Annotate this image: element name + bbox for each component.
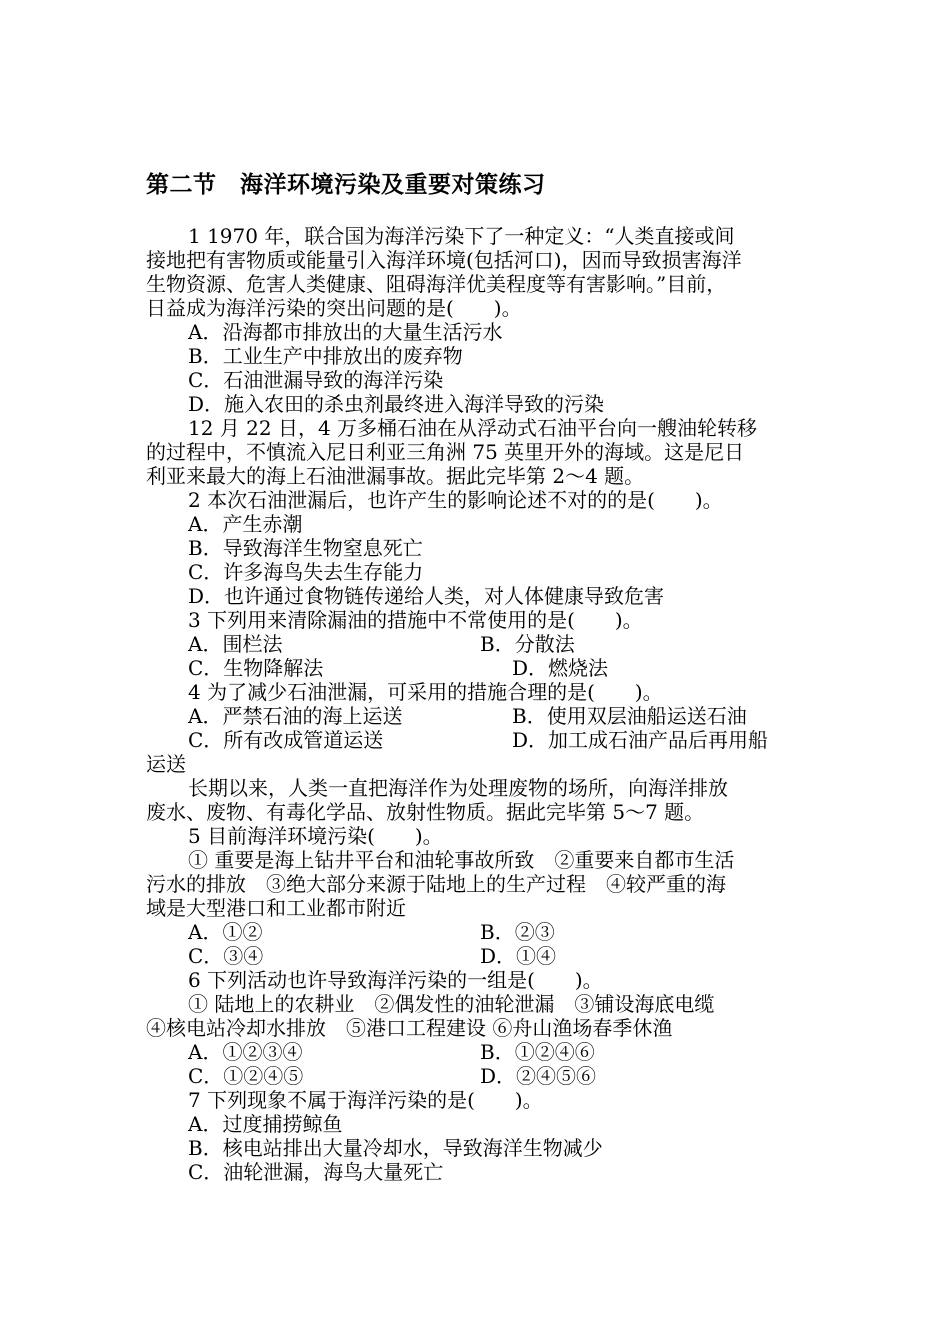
q6-option-c: C．①②④⑤ bbox=[188, 1064, 304, 1088]
q6-option-a: A．①②③④ bbox=[188, 1040, 303, 1064]
q3-option-d: D．燃烧法 bbox=[512, 656, 609, 680]
intro-paragraph-line: 废水、废物、有毒化学品、放射性物质。据此完毕第 5～7 题。 bbox=[146, 800, 705, 824]
q2-option-a: A．产生赤潮 bbox=[188, 512, 303, 536]
q4-option-a: A．严禁石油的海上运送 bbox=[188, 704, 403, 728]
q5-option-d: D．①④ bbox=[480, 944, 557, 968]
q7-option-b: B．核电站排出大量冷却水，导致海洋生物减少 bbox=[188, 1136, 603, 1160]
q5-statement-line: 污水的排放 ③绝大部分来源于陆地上的生产过程 ④较严重的海 bbox=[146, 872, 726, 896]
q3-option-c: C．生物降解法 bbox=[188, 656, 324, 680]
q2-option-b: B．导致海洋生物窒息死亡 bbox=[188, 536, 423, 560]
q5-option-c: C．③④ bbox=[188, 944, 264, 968]
q5-option-b: B．②③ bbox=[480, 920, 555, 944]
q1-stem-line: 接地把有害物质或能量引入海洋环境(包括河口)，因而导致损害海洋 bbox=[146, 248, 742, 272]
intro-paragraph-line: 12 月 22 日，4 万多桶石油在从浮动式石油平台向一艘油轮转移 bbox=[188, 416, 758, 440]
q7-option-a: A．过度捕捞鲸鱼 bbox=[188, 1112, 343, 1136]
q4-stem: 4 为了减少石油泄漏，可采用的措施合理的是( )。 bbox=[188, 680, 663, 704]
q4-option-d-continued: 运送 bbox=[146, 752, 186, 776]
q5-statement-line: ① 重要是海上钻井平台和油轮事故所致 ②重要来自都市生活 bbox=[188, 848, 735, 872]
q3-option-b: B．分散法 bbox=[480, 632, 575, 656]
intro-paragraph-line: 利亚来最大的海上石油泄漏事故。据此完毕第 2～4 题。 bbox=[146, 464, 645, 488]
q4-option-d: D．加工成石油产品后再用船 bbox=[512, 728, 769, 752]
intro-paragraph-line: 长期以来，人类一直把海洋作为处理废物的场所，向海洋排放 bbox=[188, 776, 728, 800]
q6-statement-line: ① 陆地上的农耕业 ②偶发性的油轮泄漏 ③铺设海底电缆 bbox=[188, 992, 715, 1016]
intro-paragraph-line: 的过程中，不慎流入尼日利亚三角洲 75 英里开外的海域。这是尼日 bbox=[146, 440, 745, 464]
q1-option-d: D．施入农田的杀虫剂最终进入海洋导致的污染 bbox=[188, 392, 605, 416]
q1-option-b: B．工业生产中排放出的废弃物 bbox=[188, 344, 463, 368]
q5-option-a: A．①② bbox=[188, 920, 263, 944]
q5-stem: 5 目前海洋环境污染( )。 bbox=[188, 824, 443, 848]
q1-option-a: A．沿海都市排放出的大量生活污水 bbox=[188, 320, 503, 344]
q6-option-d: D．②④⑤⑥ bbox=[480, 1064, 597, 1088]
q7-stem: 7 下列现象不属于海洋污染的是( )。 bbox=[188, 1088, 543, 1112]
q6-statement-line: ④核电站冷却水排放 ⑤港口工程建设 ⑥舟山渔场春季休渔 bbox=[146, 1016, 673, 1040]
q2-option-c: C．许多海鸟失去生存能力 bbox=[188, 560, 424, 584]
q3-option-a: A．围栏法 bbox=[188, 632, 283, 656]
q6-option-b: B．①②④⑥ bbox=[480, 1040, 595, 1064]
q1-stem-line: 生物资源、危害人类健康、阻碍海洋优美程度等有害影响。”目前， bbox=[146, 272, 727, 296]
q1-stem-line: 日益成为海洋污染的突出问题的是( )。 bbox=[146, 296, 522, 320]
q4-option-b: B．使用双层油船运送石油 bbox=[512, 704, 747, 728]
q1-option-c: C．石油泄漏导致的海洋污染 bbox=[188, 368, 444, 392]
q5-statement-line: 域是大型港口和工业都市附近 bbox=[146, 896, 406, 920]
q1-stem-line: 1 1970 年，联合国为海洋污染下了一种定义：“人类直接或间 bbox=[188, 224, 735, 248]
q2-stem: 2 本次石油泄漏后，也许产生的影响论述不对的的是( )。 bbox=[188, 488, 723, 512]
page-title: 第二节 海洋环境污染及重要对策练习 bbox=[146, 171, 546, 198]
q2-option-d: D．也许通过食物链传递给人类，对人体健康导致危害 bbox=[188, 584, 665, 608]
q3-stem: 3 下列用来清除漏油的措施中不常使用的是( )。 bbox=[188, 608, 643, 632]
q6-stem: 6 下列活动也许导致海洋污染的一组是( )。 bbox=[188, 968, 603, 992]
q7-option-c: C．油轮泄漏，海鸟大量死亡 bbox=[188, 1160, 444, 1184]
q4-option-c: C．所有改成管道运送 bbox=[188, 728, 384, 752]
